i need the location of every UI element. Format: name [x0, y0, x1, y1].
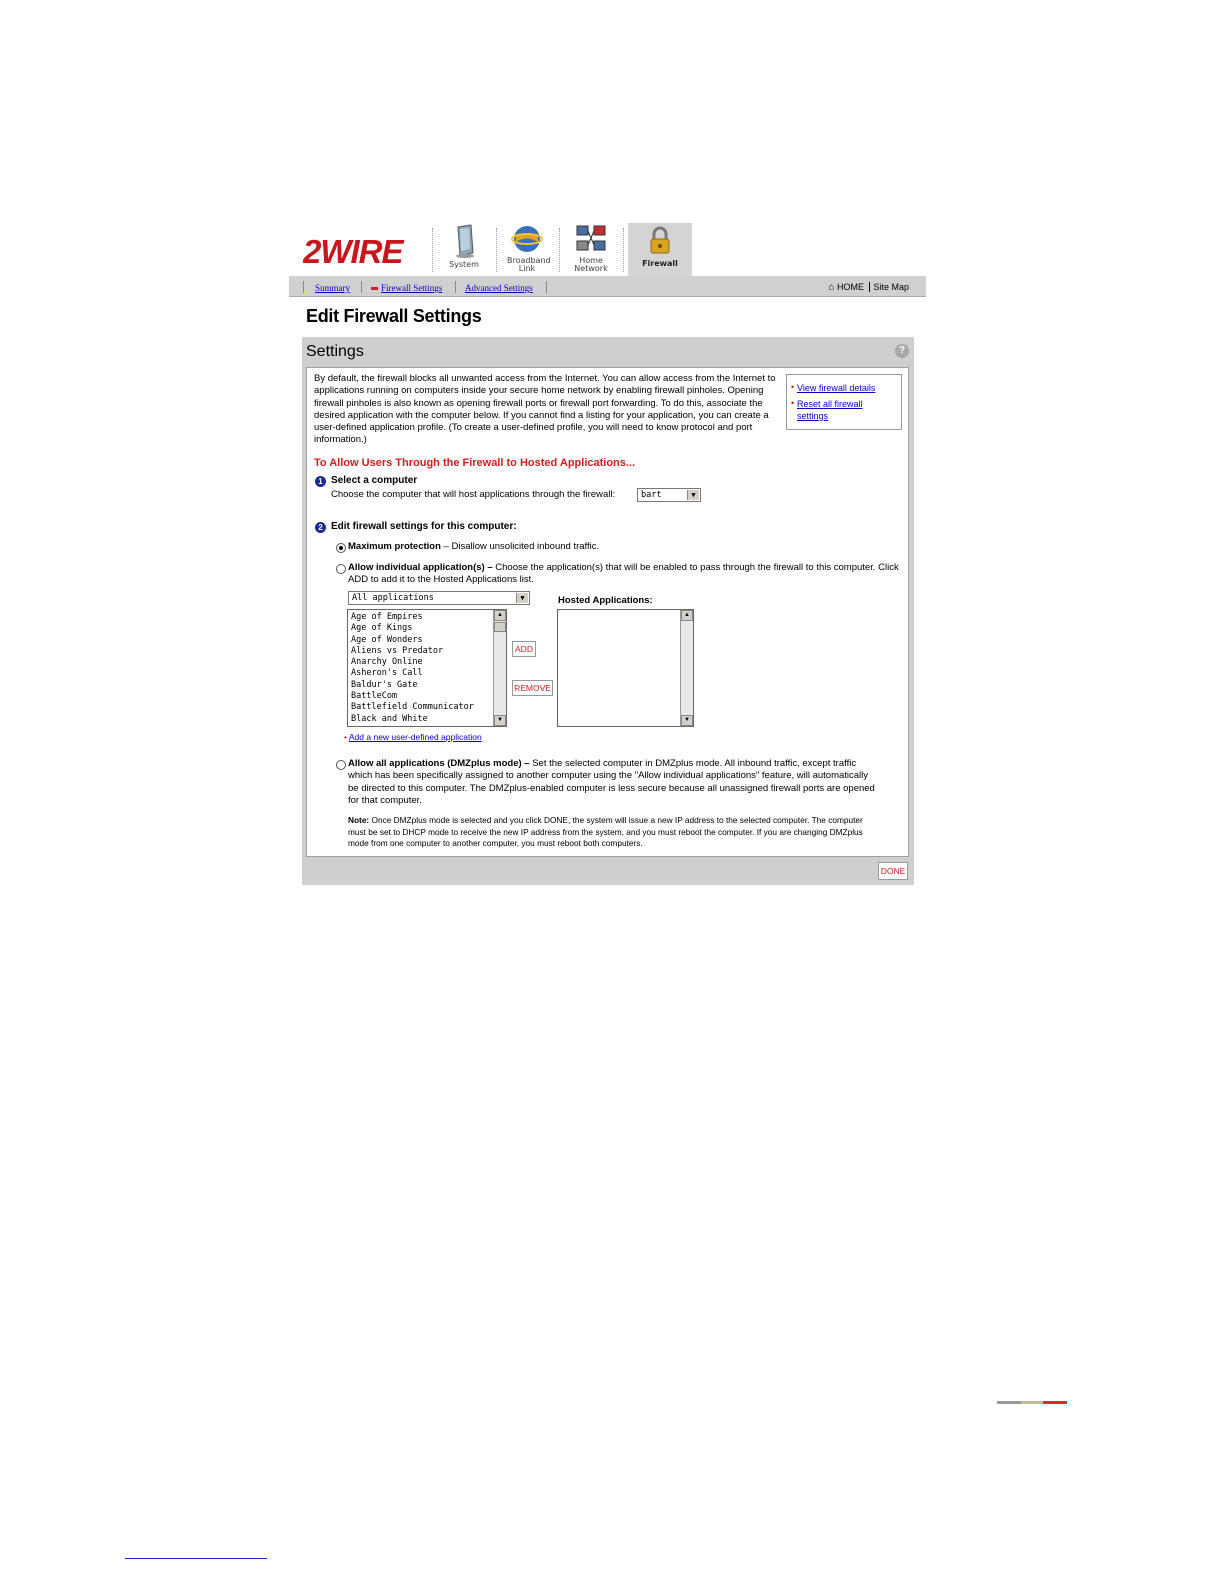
add-user-defined-app-link[interactable]: Add a new user-defined application	[348, 732, 482, 742]
hosted-applications-listbox[interactable]	[557, 609, 694, 727]
dmzplus-label: Allow all applications (DMZplus mode) –	[348, 758, 530, 769]
view-firewall-details-link[interactable]: View firewall details	[797, 383, 876, 393]
reset-firewall-settings-link[interactable]: Reset all firewall settings	[797, 399, 863, 421]
nav-advanced-settings-link[interactable]: Advanced Settings	[465, 283, 533, 293]
application-filter-select[interactable]	[348, 591, 530, 605]
scroll-down-icon[interactable]: ▼	[681, 715, 693, 726]
nav-separator	[455, 281, 456, 293]
remove-button[interactable]: REMOVE	[512, 680, 553, 696]
chevron-down-icon: ▼	[687, 490, 699, 500]
scroll-down-icon[interactable]: ▼	[494, 715, 506, 726]
application-filter-value: All applications	[352, 593, 434, 603]
list-item[interactable]: Asheron's Call	[351, 668, 423, 679]
applications-scrollbar[interactable]	[493, 610, 506, 726]
max-protection-desc: – Disallow unsolicited inbound traffic.	[440, 541, 600, 552]
list-item[interactable]: BattleCom	[351, 691, 398, 702]
list-item[interactable]: Baldur's Gate	[351, 679, 418, 690]
tab-home-network[interactable]: Home Network	[562, 223, 620, 277]
svg-text:2WIRE: 2WIRE	[303, 233, 403, 268]
scroll-up-icon[interactable]: ▲	[681, 610, 693, 621]
max-protection-radio[interactable]	[336, 543, 346, 553]
intro-text: By default, the firewall blocks all unwanted access from the Internet. You can allow access from the Internet to applications running on computers inside your secure home network by enabling firewall pinholes. Opening firewall pinholes is also known as opening firewall ports or firewall port forwarding. To do this, associate the desired application with the computer below. If you cannot find a listing for your application, you can create a user-defined application profile. (To create a user-defined profile, you will need to know protocol and port information.)	[314, 373, 776, 446]
scroll-thumb[interactable]	[494, 622, 506, 632]
max-protection-option	[348, 541, 599, 553]
site-map-link[interactable]: Site Map	[873, 282, 909, 292]
footer-color-bar	[997, 1401, 1067, 1404]
step-2-title: Edit firewall settings for this computer:	[331, 521, 517, 532]
note-text: Once DMZplus mode is selected and you click DONE, the system will issue a new IP address to the selected computer. The computer must be set to DHCP mode to receive the new IP address from the system, and you must reboot the computer. If you are changing DMZplus mode from one computer to another computer, you must reboot both computers.	[348, 815, 863, 848]
system-icon	[449, 223, 479, 259]
active-indicator-icon	[371, 287, 378, 290]
tab-broadband-link[interactable]: Broadband Link	[498, 223, 556, 277]
2wire-logo	[303, 232, 421, 268]
list-item[interactable]: Battlefield Communicator	[351, 702, 474, 713]
bullet-icon: •	[791, 398, 795, 408]
list-item[interactable]: Age of Kings	[351, 623, 413, 634]
step-1-description: Choose the computer that will host applications through the firewall:	[331, 489, 616, 500]
nav-separator	[361, 281, 362, 293]
applications-listbox[interactable]	[347, 609, 507, 727]
dmzplus-radio[interactable]	[336, 760, 346, 770]
help-icon[interactable]: ?	[895, 344, 909, 358]
max-protection-label: Maximum protection	[348, 541, 441, 552]
dmzplus-desc: Set the selected computer in DMZplus mode. All inbound traffic, except traffic which has been specifically assigned to another computer using the "Allow individual applications" feature, will automatically be directed to this computer. The DMZplus-enabled computer is less secure because all unassigned firewall ports are opened for that computer.	[348, 758, 875, 806]
bullet-icon: •	[791, 382, 795, 392]
list-item[interactable]: Anarchy Online	[351, 657, 423, 668]
home-link[interactable]: HOME	[836, 282, 864, 292]
tab-separator	[623, 228, 624, 272]
allow-individual-label: Allow individual application(s) –	[348, 562, 493, 573]
nav-right-links	[828, 282, 909, 293]
network-icon	[574, 223, 608, 255]
hosted-applications-label: Hosted Applications:	[558, 595, 653, 606]
tab-firewall[interactable]: Firewall	[628, 223, 692, 277]
list-item[interactable]: Age of Empires	[351, 612, 423, 622]
list-item[interactable]: Aliens vs Predator	[351, 645, 444, 656]
tab-system[interactable]: System	[436, 223, 492, 277]
allow-individual-option	[348, 562, 904, 587]
note-label: Note:	[348, 815, 370, 825]
nav-summary-link[interactable]: Summary	[315, 283, 350, 293]
globe-icon	[511, 223, 543, 255]
list-item[interactable]: Age of Wonders	[351, 634, 423, 645]
list-item[interactable]: Black and White	[351, 713, 428, 724]
nav-separator	[303, 281, 304, 293]
tab-separator	[496, 228, 497, 272]
home-icon: ⌂	[828, 282, 835, 293]
step-1-title: Select a computer	[331, 475, 418, 486]
nav-firewall-settings-link[interactable]: Firewall Settings	[381, 283, 443, 293]
side-links-box	[786, 374, 902, 430]
chevron-down-icon: ▼	[516, 593, 528, 603]
hosted-apps-heading: To Allow Users Through the Firewall to Hosted Applications...	[314, 457, 636, 469]
page-title: Edit Firewall Settings	[306, 306, 482, 326]
footer-link-underline	[125, 1558, 267, 1559]
dmzplus-note	[348, 815, 868, 850]
done-button[interactable]: DONE	[878, 862, 908, 880]
hosted-scrollbar[interactable]	[680, 610, 693, 726]
add-button[interactable]: ADD	[512, 641, 536, 657]
tab-separator	[432, 228, 433, 272]
step-2-icon: 2	[315, 522, 326, 533]
computer-select-value: bart	[641, 490, 662, 500]
nav-separator	[869, 282, 870, 292]
nav-separator	[546, 281, 547, 293]
padlock-icon	[645, 226, 675, 256]
computer-select[interactable]	[637, 488, 701, 502]
add-user-app-row	[344, 732, 482, 742]
panel-title: Settings	[306, 343, 364, 360]
scroll-up-icon[interactable]: ▲	[494, 610, 506, 621]
allow-individual-radio[interactable]	[336, 564, 346, 574]
step-1-icon: 1	[315, 476, 326, 487]
bullet-icon: •	[344, 732, 347, 742]
dmzplus-option	[348, 758, 880, 807]
allow-individual-desc: Choose the application(s) that will be enabled to pass through the firewall to this computer. Click ADD to add it to the Hosted Applications list.	[348, 562, 899, 586]
tab-separator	[559, 228, 560, 272]
